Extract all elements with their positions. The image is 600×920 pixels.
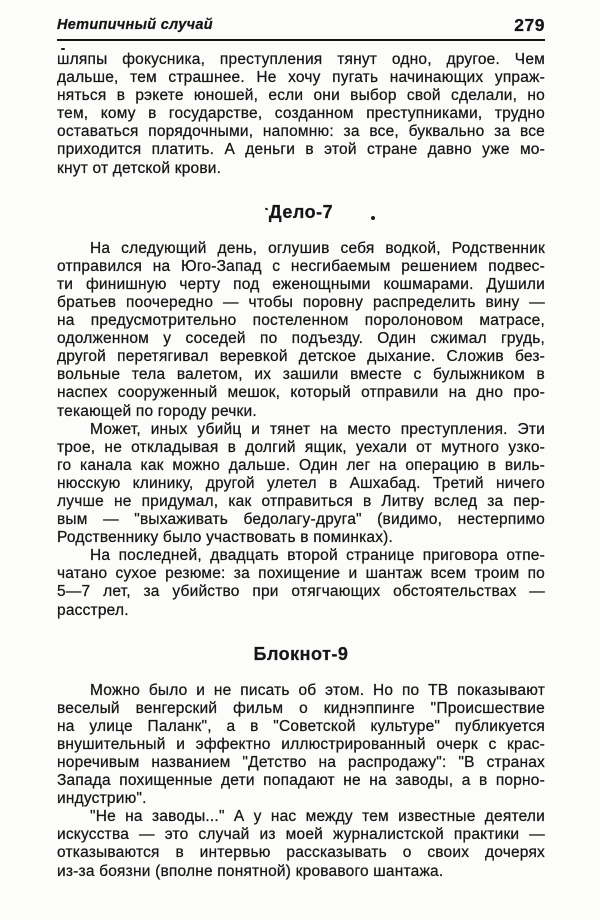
text-line: чатано сухое резюме: за похищение и шантаж всем троим по	[57, 565, 545, 583]
scan-speck	[61, 48, 65, 50]
text-line: 5—7 лет, за убийство при отягчающих обстоятельствах —	[57, 583, 545, 601]
text-line: кнут от детской крови.	[57, 159, 222, 177]
section-heading: Дело-7	[268, 201, 334, 222]
text-line: веселый венгерский фильм о киднэппинге "Происшествие	[57, 699, 545, 717]
text-line: на предусмотрительно постеленном поролоновом матрасе,	[57, 312, 545, 330]
text-line: норечивым названием "Детство на распродажу": "В странах	[57, 754, 545, 771]
text-line: братьев поочередно — чтобы поровну распределить вину —	[57, 293, 545, 311]
text-line: другой перетягивал веревкой детское дыхание. Сложив без-	[57, 348, 545, 366]
text-line: На следующий день, оглушив себя водкой, Родственник	[90, 239, 545, 257]
text-line: ти финишную черту под еженощными кошмарами. Душили	[57, 275, 545, 293]
text-line: приходится платить. А деньги в этой стране давно уже мо-	[57, 141, 545, 159]
paragraph	[57, 547, 545, 619]
text-line: лучше не придумал, как отправиться в Литву вслед за пер-	[57, 492, 545, 510]
page-header	[57, 16, 545, 41]
text-line: го канала как можно дальше. Один лег на операцию в виль-	[57, 456, 545, 474]
text-line: отказываются в интервью рассказывать о своих дочерях	[57, 844, 545, 862]
running-title: Нетипичный случай	[57, 17, 213, 33]
text-line: текающей по городу речки.	[57, 402, 257, 420]
text-line: на улице Паланк", а в "Советской культуре" публикуется	[57, 717, 545, 735]
paragraph	[57, 240, 545, 421]
text-line: шляпы фокусника, преступления тянут одно, другое. Чем	[57, 51, 545, 68]
text-line: Родственнику было участвовать в поминках).	[57, 529, 394, 547]
text-line: внушительный и эффектно иллюстрированный очерк с крас-	[57, 735, 545, 753]
page-number: 279	[514, 15, 545, 35]
text-line: вольные тела валетом, их зашили вместе с булыжником в	[57, 366, 545, 384]
text-line: искусства — это случай из моей журналистской практики —	[57, 826, 545, 844]
text-line: "Не на заводы..." А у нас между тем известные деятели	[90, 808, 545, 826]
text-line: тем, кому в государстве, созданном преступниками, трудно	[57, 105, 545, 123]
text-line: дальше, тем страшнее. Не хочу пугать начинающих упраж-	[57, 69, 545, 87]
paragraph	[57, 682, 545, 809]
text-line: вым — "выхаживать бедолагу-друга" (видимо, нестерпимо	[57, 511, 545, 529]
paragraph	[57, 421, 545, 548]
text-line: Запада похищенные дети попадают не на заводы, а в порно-	[57, 772, 545, 790]
paragraph	[57, 808, 545, 880]
text-line: На последней, двадцать второй странице приговора отпе-	[90, 547, 545, 565]
paragraph	[57, 51, 545, 178]
text-line: Может, иных убийц и тянет на место преступления. Эти	[90, 420, 545, 438]
text-line: расстрел.	[57, 601, 129, 619]
text-line: Можно было и не писать об этом. Но по ТВ показывают	[90, 681, 545, 699]
text-line: нюсскую клинику, другой улетел в Ашхабад. Третий ничего	[57, 474, 545, 492]
text-line: оставаться порядочными, напомню: за все, буквально за все	[57, 123, 545, 141]
text-line: наспех сооруженный мешок, который отправили на дно про-	[57, 384, 545, 402]
text-line: отправился на Юго-Запад с несгибаемым решением подвес-	[57, 257, 545, 275]
text-line: трое, не откладывая в долгий ящик, уехали от мутного узко-	[57, 438, 545, 456]
text-line: из-за боязни (вполне понятной) кровавого шантажа.	[57, 862, 444, 880]
text-line: одолженном у соседей по подъезду. Один сжимал грудь,	[57, 330, 545, 348]
text-line: индустрию".	[57, 790, 147, 808]
scan-speck	[371, 216, 375, 220]
text-line: няться в рэкете юношей, если они выбор свой сделали, но	[57, 87, 545, 105]
section-heading: Блокнот-9	[253, 643, 349, 664]
page-body	[57, 51, 545, 881]
